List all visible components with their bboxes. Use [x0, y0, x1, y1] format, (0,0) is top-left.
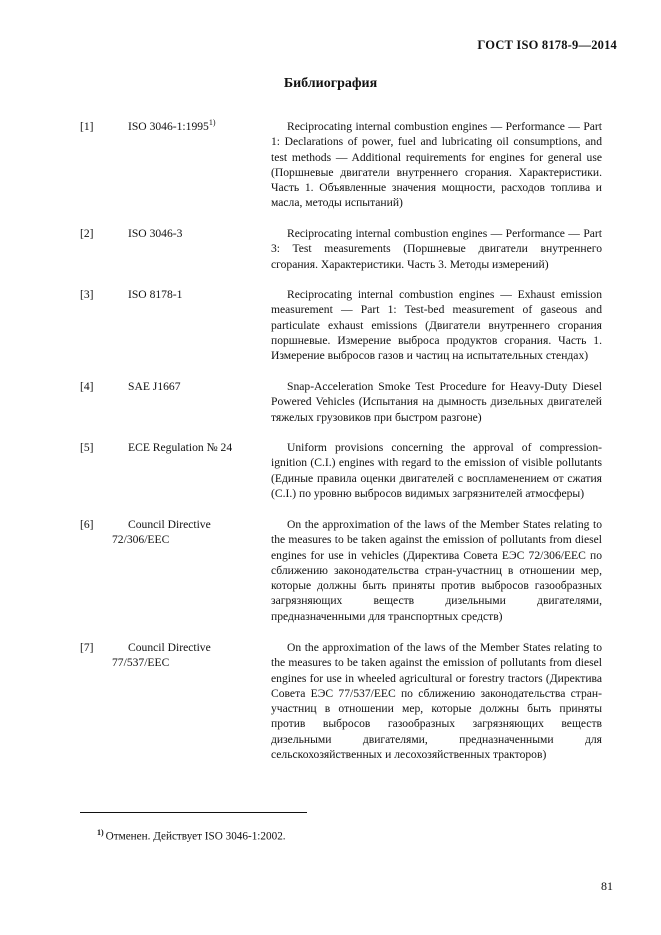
- entry-number: [2]: [80, 227, 94, 240]
- entry-reference-text: ISO 3046-1:1995: [128, 120, 209, 133]
- entry-reference: SAE J1667: [128, 380, 181, 393]
- entry-reference: Council Directive 72/306/EEC: [112, 518, 211, 547]
- entry-number: [7]: [80, 641, 94, 654]
- entry-description: Reciprocating internal combustion engines — Performance — Part 3: Test measurements (Поршневые двигатели внутреннего сгорания. Характеристики. Часть 3. Методы измерений): [271, 227, 602, 271]
- document-code: ГОСТ ISO 8178-9—2014: [477, 38, 617, 52]
- page-title: Библиография: [283, 76, 378, 91]
- footnote-marker: 1): [208, 118, 216, 128]
- bibliography-entry: [80, 119, 602, 226]
- bibliography-entry: [80, 640, 602, 778]
- entry-reference: ECE Regulation № 24: [128, 441, 233, 454]
- footnote-separator: [80, 812, 307, 813]
- entry-number: [1]: [80, 120, 94, 133]
- entry-description: Reciprocating internal combustion engines — Exhaust emission measurement — Part 1: Test-bed measurement of gaseous and particulate exhaust emissions (Двигатели внутреннего сгорания поршневые. Измерение выброса продуктов сгорания. Часть 1. Измерение выбросов газов и частиц на испытательных стендах): [271, 288, 602, 363]
- page-number: 81: [601, 879, 613, 893]
- bibliography-entry: [80, 226, 602, 287]
- entry-description: Uniform provisions concerning the approval of compression-ignition (C.I.) engines with regard to the emission of visible pollutants (Единые правила оценки двигателей с воспламенением от сжатия (C.I.) по уровню выбросов видимых загрязнителей атмосферы): [271, 441, 602, 500]
- footnote-marker: 1): [97, 828, 104, 837]
- entry-description: Snap-Acceleration Smoke Test Procedure for Heavy-Duty Diesel Powered Vehicles (Испытания на дымность дизельных двигателей тяжелых грузовиков при быстром разгоне): [271, 380, 602, 424]
- bibliography-entry: [80, 287, 602, 379]
- footnote: [97, 828, 286, 843]
- entry-description: Reciprocating internal combustion engines — Performance — Part 1: Declarations of power, fuel and lubricating oil consumptions, and test methods — Additional requirements for engines for general use (Поршневые двигатели внутреннего сгорания. Характеристики. Часть 1. Объявленные значения мощности, расходов топлива и масла, методы испытаний): [271, 120, 602, 210]
- entry-description: On the approximation of the laws of the Member States relating to the measures to be taken against the emission of pollutants from diesel engines for use in wheeled agricultural or forestry tractors (Директива Совета ЕЭС 77/537/EEC по сближению законодательства стран-участниц в отношении мер, которые должны быть приняты против выбросов газообразных загрязняющих веществ дизельными двигателями, предназначенными для сельскохозяйственных и лесохозяйственных тракторов): [271, 641, 602, 762]
- entry-reference: Council Directive 77/537/EEC: [112, 641, 211, 670]
- entry-number: [6]: [80, 518, 94, 531]
- entry-number: [5]: [80, 441, 94, 454]
- entry-description: On the approximation of the laws of the Member States relating to the measures to be taken against the emission of pollutants from diesel engines for use in vehicles (Директива Совета ЕЭС 72/306/EEC по сближению законодательства стран-участниц в отношении мер, которые должны быть приняты против выбросов газообразных загрязняющих веществ дизельными двигателями, предназначенными для транспортных средств): [271, 518, 602, 623]
- entry-reference: [112, 119, 262, 134]
- footnote-text: Отменен. Действует ISO 3046-1:2002.: [105, 830, 286, 843]
- entry-number: [3]: [80, 288, 94, 301]
- entry-number: [4]: [80, 380, 94, 393]
- bibliography-entry: [80, 440, 602, 517]
- bibliography-entry: [80, 517, 602, 640]
- bibliography-list: [80, 119, 602, 778]
- bibliography-entry: [80, 379, 602, 440]
- entry-reference: ISO 8178-1: [128, 288, 183, 301]
- entry-reference: ISO 3046-3: [128, 227, 183, 240]
